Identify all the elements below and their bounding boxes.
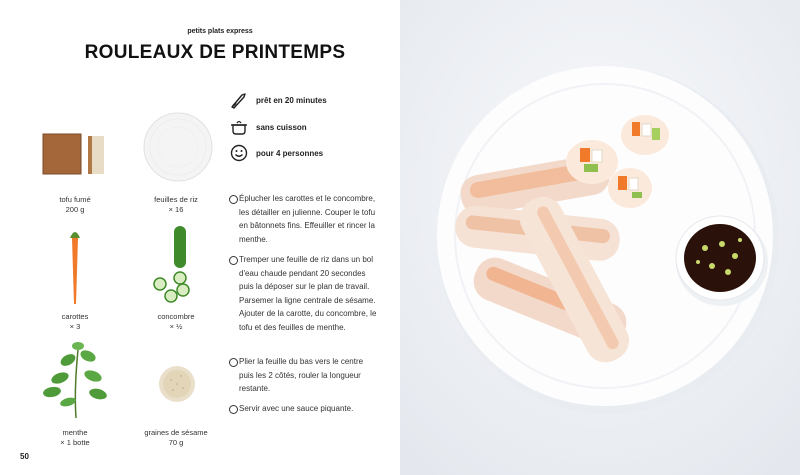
step-bullet-icon [229,256,238,265]
knife-icon [230,91,248,109]
roll-cut-end-1 [566,140,618,184]
step-1 [229,192,379,246]
ingredient-name: tofu fumé [59,195,91,204]
ingredient-carrots [30,312,120,332]
ingredient-rice-paper [131,195,221,215]
tofu-image [40,128,110,180]
cucumber-image [150,224,196,306]
ingredient-qty: × 3 [69,322,81,331]
cooking-info-text: sans cuisson [256,123,307,132]
page-title: ROULEAUX DE PRINTEMPS [84,42,346,63]
step-bullet-icon [229,358,238,367]
spring-rolls-photo [400,0,800,475]
ingredient-qty: 200 g [65,205,85,214]
ingredient-name: concombre [157,312,195,321]
ingredient-qty: × 1 botte [60,438,90,447]
step-text: Tremper une feuille de riz dans un bol d'eau chaude pendant 20 secondes puis la déposer sur le plan de travail. Parsemer la ligne centrale de sésame. Ajouter de la carotte, du concombre, le tofu et des feuilles de menthe. [239,255,377,332]
page-number: 50 [20,452,29,461]
step-text: Servir avec une sauce piquante. [239,404,354,413]
ingredient-sesame [131,428,221,448]
ingredient-name: carottes [61,312,89,321]
mint-image [38,340,112,420]
recipe-photo [400,0,800,475]
pot-icon [230,118,248,136]
step-2 [229,253,379,335]
rice-paper-image [138,110,218,184]
ingredient-name: menthe [62,428,88,437]
ingredient-name: feuilles de riz [154,195,198,204]
step-3 [229,355,379,396]
sesame-image [155,362,199,406]
step-4 [229,402,379,416]
ingredient-qty: × 16 [168,205,184,214]
step-bullet-icon [229,195,238,204]
prep-time-text: prêt en 20 minutes [256,96,327,105]
step-text: Plier la feuille du bas vers le centre puis les 2 côtés, rouler la longueur restante. [239,357,364,394]
ingredient-tofu [30,195,120,215]
ingredient-qty: 70 g [168,438,184,447]
section-kicker: petits plats express [187,28,253,35]
servings-text: pour 4 personnes [256,149,324,158]
ingredient-name: graines de sésame [144,428,208,437]
ingredient-mint [30,428,120,448]
step-text: Éplucher les carottes et le concombre, les détailler en julienne. Couper le tofu en bâtonnets fins. Effeuiller et rincer la menthe. [239,194,376,244]
smiley-icon [230,144,248,162]
step-bullet-icon [229,405,238,414]
carrot-image [64,228,86,306]
roll-cut-end-3 [608,168,652,208]
roll-cut-end-2 [621,115,669,155]
ingredient-qty: × ½ [169,322,183,331]
ingredient-cucumber [131,312,221,332]
